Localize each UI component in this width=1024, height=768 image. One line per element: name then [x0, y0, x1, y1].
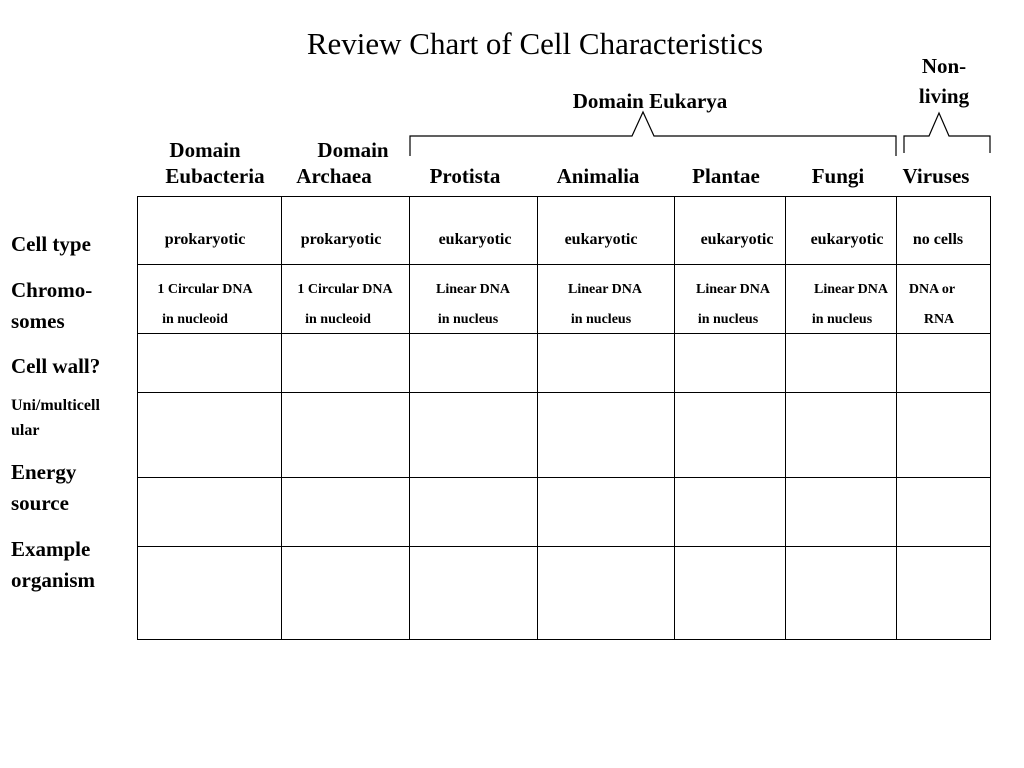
group-label-eukarya: Domain Eukarya	[572, 89, 728, 113]
column-header-line1: Domain	[317, 138, 389, 162]
cell-line: Linear DNA	[567, 282, 643, 297]
group-label-nonliving-line1: Non-	[921, 54, 967, 78]
row-label-line: somes	[11, 309, 65, 333]
row-label-line: ular	[11, 422, 40, 439]
cell-line: in nucleus	[697, 312, 759, 327]
table-cell-cell-type: no cells	[912, 231, 964, 248]
column-header-protista: Protista	[429, 164, 501, 188]
column-header-archaea	[280, 137, 410, 189]
row-label-energy-source	[11, 457, 76, 519]
row-label-line: source	[11, 491, 69, 515]
table-cell-cell-type: eukaryotic	[564, 231, 638, 248]
row-label-line: organism	[11, 568, 95, 592]
row-label-chromosomes	[11, 275, 92, 337]
cell-line: in nucleoid	[305, 312, 371, 327]
table-cell-chromosomes	[280, 275, 410, 335]
cell-line: 1 Circular DNA	[157, 282, 253, 297]
row-label-line: Chromo-	[11, 278, 93, 302]
column-header-viruses: Viruses	[902, 164, 970, 188]
column-header-fungi: Fungi	[811, 164, 865, 188]
nonliving-bracket	[904, 113, 990, 153]
cell-line: Linear DNA	[435, 282, 511, 297]
column-header-line1: Domain	[169, 138, 241, 162]
cell-line: in nucleus	[811, 312, 873, 327]
table-cell-cell-type: prokaryotic	[164, 231, 246, 248]
cell-line: 1 Circular DNA	[297, 282, 393, 297]
cell-line: DNA or	[908, 282, 956, 297]
table-cell-chromosomes	[540, 275, 670, 335]
group-label-nonliving-line2: living	[918, 84, 970, 108]
row-label-line: Cell type	[11, 232, 91, 256]
table-cell-cell-type: eukaryotic	[438, 231, 512, 248]
row-label-example-organism	[11, 534, 95, 596]
table-cell-cell-type: prokaryotic	[300, 231, 382, 248]
group-label-nonliving	[894, 51, 994, 111]
table-cell-cell-type: eukaryotic	[810, 231, 884, 248]
row-label-uni-multicellular	[11, 393, 100, 443]
cell-line: Linear DNA	[695, 282, 771, 297]
page-title: Review Chart of Cell Characteristics	[306, 26, 764, 61]
column-header-animalia: Animalia	[556, 164, 640, 188]
row-label-line: Cell wall?	[11, 354, 101, 378]
column-header-line2: Archaea	[296, 164, 372, 188]
cell-line: in nucleoid	[162, 312, 228, 327]
table-cell-chromosomes	[140, 275, 270, 335]
cell-line: Linear DNA	[813, 282, 889, 297]
row-label-line: Example	[11, 537, 91, 561]
eukarya-bracket	[410, 112, 896, 156]
row-label-line: Uni/multicell	[11, 397, 100, 414]
column-header-eubacteria	[140, 137, 270, 189]
row-label-cell-wall	[11, 351, 100, 382]
row-label-cell-type	[11, 229, 91, 260]
cell-line: RNA	[923, 312, 955, 327]
cell-line: in nucleus	[570, 312, 632, 327]
column-header-line2: Eubacteria	[165, 164, 265, 188]
cell-line: in nucleus	[437, 312, 499, 327]
row-label-line: Energy	[11, 460, 77, 484]
table-cell-cell-type: eukaryotic	[700, 231, 774, 248]
column-header-plantae: Plantae	[692, 164, 760, 188]
table-cell-chromosomes	[408, 275, 538, 335]
table-cell-chromosomes	[896, 275, 968, 335]
